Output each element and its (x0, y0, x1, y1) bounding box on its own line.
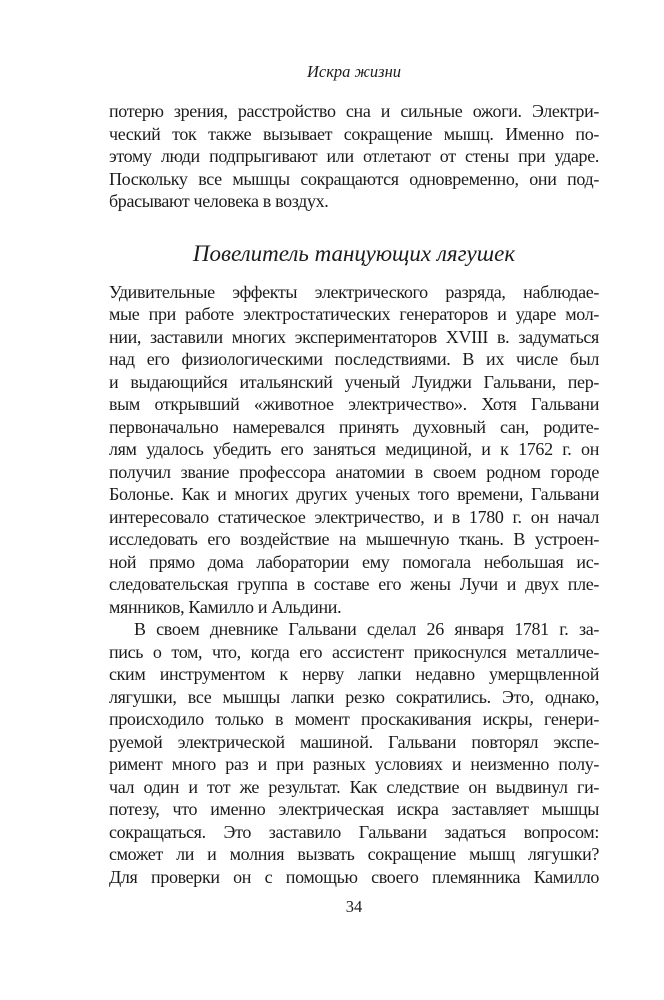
section-heading: Повелитель танцующих лягушек (192, 240, 516, 266)
text-line: римент много раз и при разных условиях и неизменно полу- (109, 754, 599, 774)
text-line: и выдающийся итальянский ученый Луиджи Гальвани, пер- (109, 371, 599, 392)
text-line: интересовало статическое электричество, и в 1780 г. он начал (109, 506, 599, 527)
text-line: потерю зрения, расстройство сна и сильные ожоги. Электри- (109, 101, 599, 121)
text-line: ной прямо дома лаборатории ему помогала небольшая ис- (109, 551, 599, 572)
text-line: лягушки, все мышцы лапки резко сократились. Это, однако, (109, 686, 599, 707)
text-line: этому люди подпрыгивают или отлетают от стены при ударе. (109, 146, 599, 166)
text-line: первоначально намеревался принять духовный сан, родите- (109, 416, 599, 437)
text-line: исследовать его воздействие на мышечную ткань. В устроен- (109, 529, 599, 549)
text-line: происходило только в момент проскакивания искры, генери- (109, 709, 599, 729)
text-line: вым открывший «животное электричество». Хотя Гальвани (109, 394, 599, 414)
page-number: 34 (345, 897, 363, 916)
text-line: мянников, Камилло и Альдини. (109, 596, 342, 617)
text-line: над его физиологическими последствиями. В их числе был (109, 349, 599, 369)
text-line: В своем дневнике Гальвани сделал 26 января 1781 г. за- (134, 619, 599, 639)
text-line: Болонье. Как и многих других ученых того времени, Гальвани (109, 484, 599, 504)
paragraph-continuation (109, 100, 599, 213)
text-line: лям удалось убедить его заняться медициной, и к 1762 г. он (109, 439, 599, 459)
text-line: ческий ток также вызывает сокращение мышц. Именно по- (109, 123, 599, 144)
text-line: брасывают человека в воздух. (109, 191, 329, 211)
text-line: сокращаться. Это заставило Гальвани задаться вопросом: (109, 821, 599, 842)
text-line: сможет ли и молния вызвать сокращение мышц лягушки? (109, 844, 599, 864)
text-line: руемой электрической машиной. Гальвани повторял экспе- (109, 731, 599, 752)
text-line: пись о том, что, когда его ассистент прикоснулся металличе- (109, 641, 599, 662)
text-column (109, 0, 599, 1000)
text-line: мые при работе электростатических генераторов и ударе мол- (109, 304, 599, 324)
text-line: Поскольку все мышцы сокращаются одновременно, они под- (109, 168, 599, 189)
text-line: следовательская группа в составе его жены Лучи и двух пле- (109, 574, 599, 594)
text-line: Удивительные эффекты электрического разряда, наблюдае- (109, 281, 599, 302)
text-line: получил звание профессора анатомии в своем родном городе (109, 461, 599, 482)
paragraph-galvani-intro (109, 281, 599, 619)
text-line: чал один и тот же результат. Как следствие он выдвинул ги- (109, 776, 599, 797)
running-header: Искра жизни (306, 62, 402, 81)
text-line: ским инструментом к нерву лапки недавно умерщвленной (109, 664, 599, 684)
text-line: нии, заставили многих экспериментаторов XVIII в. задуматься (109, 326, 599, 347)
text-line: потезу, что именно электрическая искра заставляет мышцы (109, 799, 599, 819)
paragraph-diary-entry (109, 618, 599, 888)
text-line: Для проверки он с помощью своего племянника Камилло (109, 866, 599, 887)
